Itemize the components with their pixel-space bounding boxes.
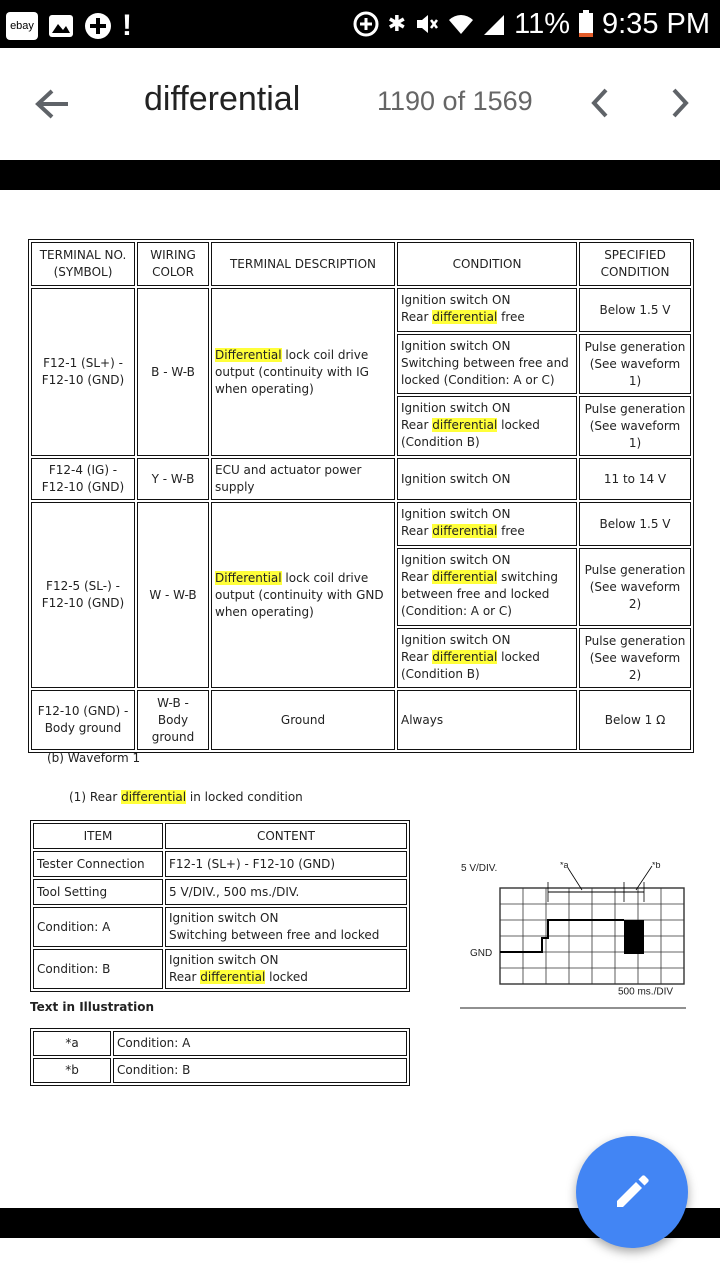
- illustration-heading: Text in Illustration: [30, 1000, 154, 1014]
- specified-cell: Pulse generation (See waveform 2): [579, 628, 691, 688]
- col-header-description: TERMINAL DESCRIPTION: [211, 242, 395, 286]
- condition-cell: Ignition switch ON: [397, 458, 577, 500]
- scope-tdiv-label: 500 ms./DIV: [618, 986, 674, 998]
- wifi-icon: [448, 11, 474, 37]
- search-highlight: differential: [432, 570, 498, 584]
- condition-cell: Ignition switch ON Rear differential free: [397, 502, 577, 546]
- table-row: [33, 949, 407, 989]
- next-match-chevron-icon[interactable]: [666, 86, 694, 120]
- clock: 9:35 PM: [602, 7, 710, 40]
- specified-cell: Below 1 Ω: [579, 690, 691, 750]
- find-in-page-bar: [0, 48, 720, 160]
- terminal-cell: F12-4 (IG) - F12-10 (GND): [31, 458, 135, 500]
- description-cell: Ground: [211, 690, 395, 750]
- battery-icon: [578, 10, 594, 38]
- data-saver-icon: [352, 10, 380, 38]
- col-header-specified: SPECIFIED CONDITION: [579, 242, 691, 286]
- wiring-cell: B - W-B: [137, 288, 209, 456]
- content-cell: F12-1 (SL+) - F12-10 (GND): [165, 851, 407, 877]
- scope-a-label: *a: [560, 862, 569, 870]
- table-row: [31, 690, 691, 750]
- previous-match-chevron-icon[interactable]: [586, 86, 614, 120]
- legend-key: *a: [33, 1031, 111, 1056]
- search-query[interactable]: differential: [144, 80, 301, 118]
- content-cell: Ignition switch ON Switching between free and locked: [165, 907, 407, 947]
- search-highlight: differential: [432, 418, 498, 432]
- status-bar: [0, 0, 720, 48]
- wiring-cell: W - W-B: [137, 502, 209, 688]
- terminal-cell: F12-5 (SL-) - F12-10 (GND): [31, 502, 135, 688]
- ebay-notification-icon: ebay: [6, 12, 38, 40]
- item-cell: Condition: A: [33, 907, 163, 947]
- table-row: [31, 288, 691, 332]
- waveform-illustration: [456, 862, 690, 1012]
- table-header-row: [31, 242, 691, 286]
- col-header-content: CONTENT: [165, 823, 407, 849]
- terminal-cell: F12-10 (GND) - Body ground: [31, 690, 135, 750]
- waveform-caption: (b) Waveform 1: [47, 751, 141, 765]
- page-top-border: [0, 160, 720, 190]
- search-highlight: differential: [432, 524, 498, 538]
- specified-cell: Below 1.5 V: [579, 288, 691, 332]
- table-row: [33, 879, 407, 905]
- col-header-wiring: WIRING COLOR: [137, 242, 209, 286]
- document-page: [0, 190, 720, 1208]
- description-cell: Differential lock coil drive output (continuity with IG when operating): [211, 288, 395, 456]
- specified-cell: Pulse generation (See waveform 1): [579, 334, 691, 394]
- table-row: [31, 458, 691, 500]
- bluetooth-icon: ✱: [387, 11, 407, 36]
- condition-cell: Ignition switch ON Rear differential free: [397, 288, 577, 332]
- table-row: [33, 851, 407, 877]
- condition-cell: Ignition switch ON Rear differential locked (Condition B): [397, 396, 577, 456]
- col-header-item: ITEM: [33, 823, 163, 849]
- content-cell: Ignition switch ON Rear differential locked: [165, 949, 407, 989]
- scope-gnd-label: GND: [470, 948, 493, 959]
- search-highlight: Differential: [215, 347, 282, 362]
- battery-percent: 11%: [514, 7, 570, 40]
- wiring-cell: W-B - Body ground: [137, 690, 209, 750]
- search-highlight: differential: [121, 790, 187, 804]
- search-highlight: differential: [200, 970, 266, 984]
- item-cell: Tester Connection: [33, 851, 163, 877]
- condition-cell: Ignition switch ON Rear differential switching between free and locked (Condition: A or C): [397, 548, 577, 626]
- condition-cell: Ignition switch ON Rear differential locked (Condition B): [397, 628, 577, 688]
- mute-icon: [414, 11, 440, 37]
- pencil-icon: [611, 1171, 653, 1213]
- condition-cell: Always: [397, 690, 577, 750]
- image-notification-icon: [48, 13, 74, 39]
- wiring-cell: Y - W-B: [137, 458, 209, 500]
- add-notification-icon: [84, 12, 112, 40]
- description-cell: Differential lock coil drive output (continuity with GND when operating): [211, 502, 395, 688]
- legend-key: *b: [33, 1058, 111, 1083]
- waveform-settings-table: [30, 820, 410, 992]
- table-row: [33, 1058, 407, 1083]
- legend-value: Condition: B: [113, 1058, 407, 1083]
- match-counter: 1190 of 1569: [377, 86, 533, 116]
- search-highlight: differential: [432, 310, 498, 324]
- scope-grid: [500, 888, 684, 984]
- condition-cell: Ignition switch ON Switching between free and locked (Condition: A or C): [397, 334, 577, 394]
- table-header-row: [33, 823, 407, 849]
- terminal-cell: F12-1 (SL+) - F12-10 (GND): [31, 288, 135, 456]
- scope-vdiv-label: 5 V/DIV.: [461, 863, 498, 874]
- waveform-subcaption: (1) Rear differential in locked condition: [69, 790, 303, 804]
- table-row: [31, 502, 691, 546]
- item-cell: Condition: B: [33, 949, 163, 989]
- description-cell: ECU and actuator power supply: [211, 458, 395, 500]
- table-row: [33, 1031, 407, 1056]
- specified-cell: Pulse generation (See waveform 1): [579, 396, 691, 456]
- cell-signal-icon: [482, 11, 506, 37]
- search-highlight: Differential: [215, 570, 282, 585]
- item-cell: Tool Setting: [33, 879, 163, 905]
- legend-value: Condition: A: [113, 1031, 407, 1056]
- specified-cell: Pulse generation (See waveform 2): [579, 548, 691, 626]
- warning-notification-icon: !: [122, 9, 132, 42]
- specified-cell: 11 to 14 V: [579, 458, 691, 500]
- specified-cell: Below 1.5 V: [579, 502, 691, 546]
- col-header-terminal: TERMINAL NO. (SYMBOL): [31, 242, 135, 286]
- col-header-condition: CONDITION: [397, 242, 577, 286]
- search-highlight: differential: [432, 650, 498, 664]
- scope-b-label: *b: [652, 862, 661, 870]
- pulse-block: [624, 920, 644, 954]
- edit-fab-button[interactable]: [576, 1136, 688, 1248]
- illustration-legend-table: [30, 1028, 410, 1086]
- terminal-table: [28, 239, 694, 753]
- back-arrow-icon[interactable]: [32, 84, 72, 124]
- table-row: [33, 907, 407, 947]
- content-cell: 5 V/DIV., 500 ms./DIV.: [165, 879, 407, 905]
